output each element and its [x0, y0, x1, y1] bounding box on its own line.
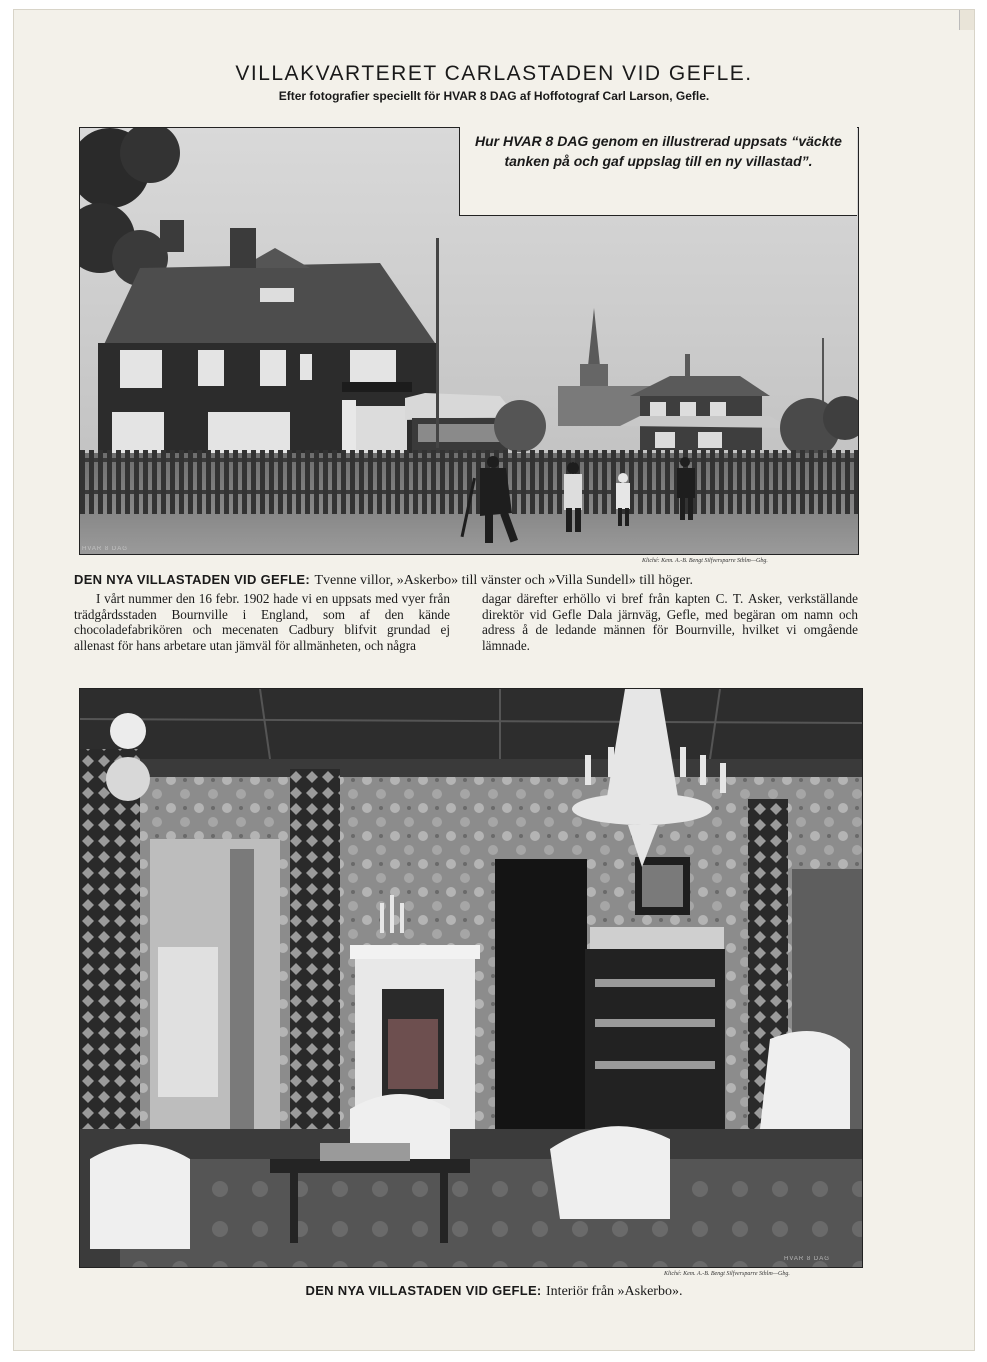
- article-column-2: [482, 591, 858, 653]
- interior-photo-illustration: [80, 689, 862, 1267]
- photo1-credit: Kliché: Kem. A.-B. Bengt Silfversparre Sthlm—Gbg.: [642, 558, 768, 564]
- article-paragraph-2: dagar därefter erhöllo vi bref från kapten C. T. Asker, verkställande direktör vid Gefle Dala järnväg, Gefle, med begäran om namn och adress å de ledande männen för Bournville, hvilket vi omgående lämnade.: [482, 591, 858, 653]
- photo1-caption-text: Tvenne villor, »Askerbo» till vänster och »Villa Sundell» till höger.: [314, 573, 693, 588]
- photo1-caption-lead: DEN NYA VILLASTADEN VID GEFLE:: [74, 572, 311, 587]
- photo2-watermark: HVAR 8 DAG: [784, 1256, 830, 1262]
- magazine-page: [14, 10, 974, 1350]
- article-column-1: [74, 591, 450, 653]
- photo1-callout: Hur HVAR 8 DAG genom en illustrerad uppsats “väckte tanken på och gaf uppslag till en ny villastad”.: [459, 127, 857, 216]
- photo1-caption: [74, 572, 874, 589]
- interior-photo: [79, 688, 863, 1268]
- photo2-caption-text: Interiör från »Askerbo».: [546, 1284, 683, 1299]
- photo2-credit: Kliché: Kem. A.-B. Bengt Silfversparre Sthlm—Gbg.: [664, 1271, 790, 1277]
- photo1-watermark: HVAR 8 DAG: [82, 546, 128, 552]
- page-subtitle: Efter fotografier speciellt för HVAR 8 DAG af Hoffotograf Carl Larson, Gefle.: [278, 89, 710, 103]
- photo2-caption: [14, 1283, 974, 1300]
- page-title: VILLAKVARTERET CARLASTADEN VID GEFLE.: [235, 62, 753, 85]
- photo2-caption-lead: DEN NYA VILLASTADEN VID GEFLE:: [305, 1283, 542, 1298]
- page-tab: [959, 10, 974, 30]
- article-paragraph-1: I vårt nummer den 16 febr. 1902 hade vi en uppsats med vyer från trädgårdsstaden Bournville i England, som af den kände chocoladefabrikören och mecenaten Cadbury blifvit grundad ej allenast för hans arbetare utan jämväl för allmänheten, och några: [74, 591, 450, 653]
